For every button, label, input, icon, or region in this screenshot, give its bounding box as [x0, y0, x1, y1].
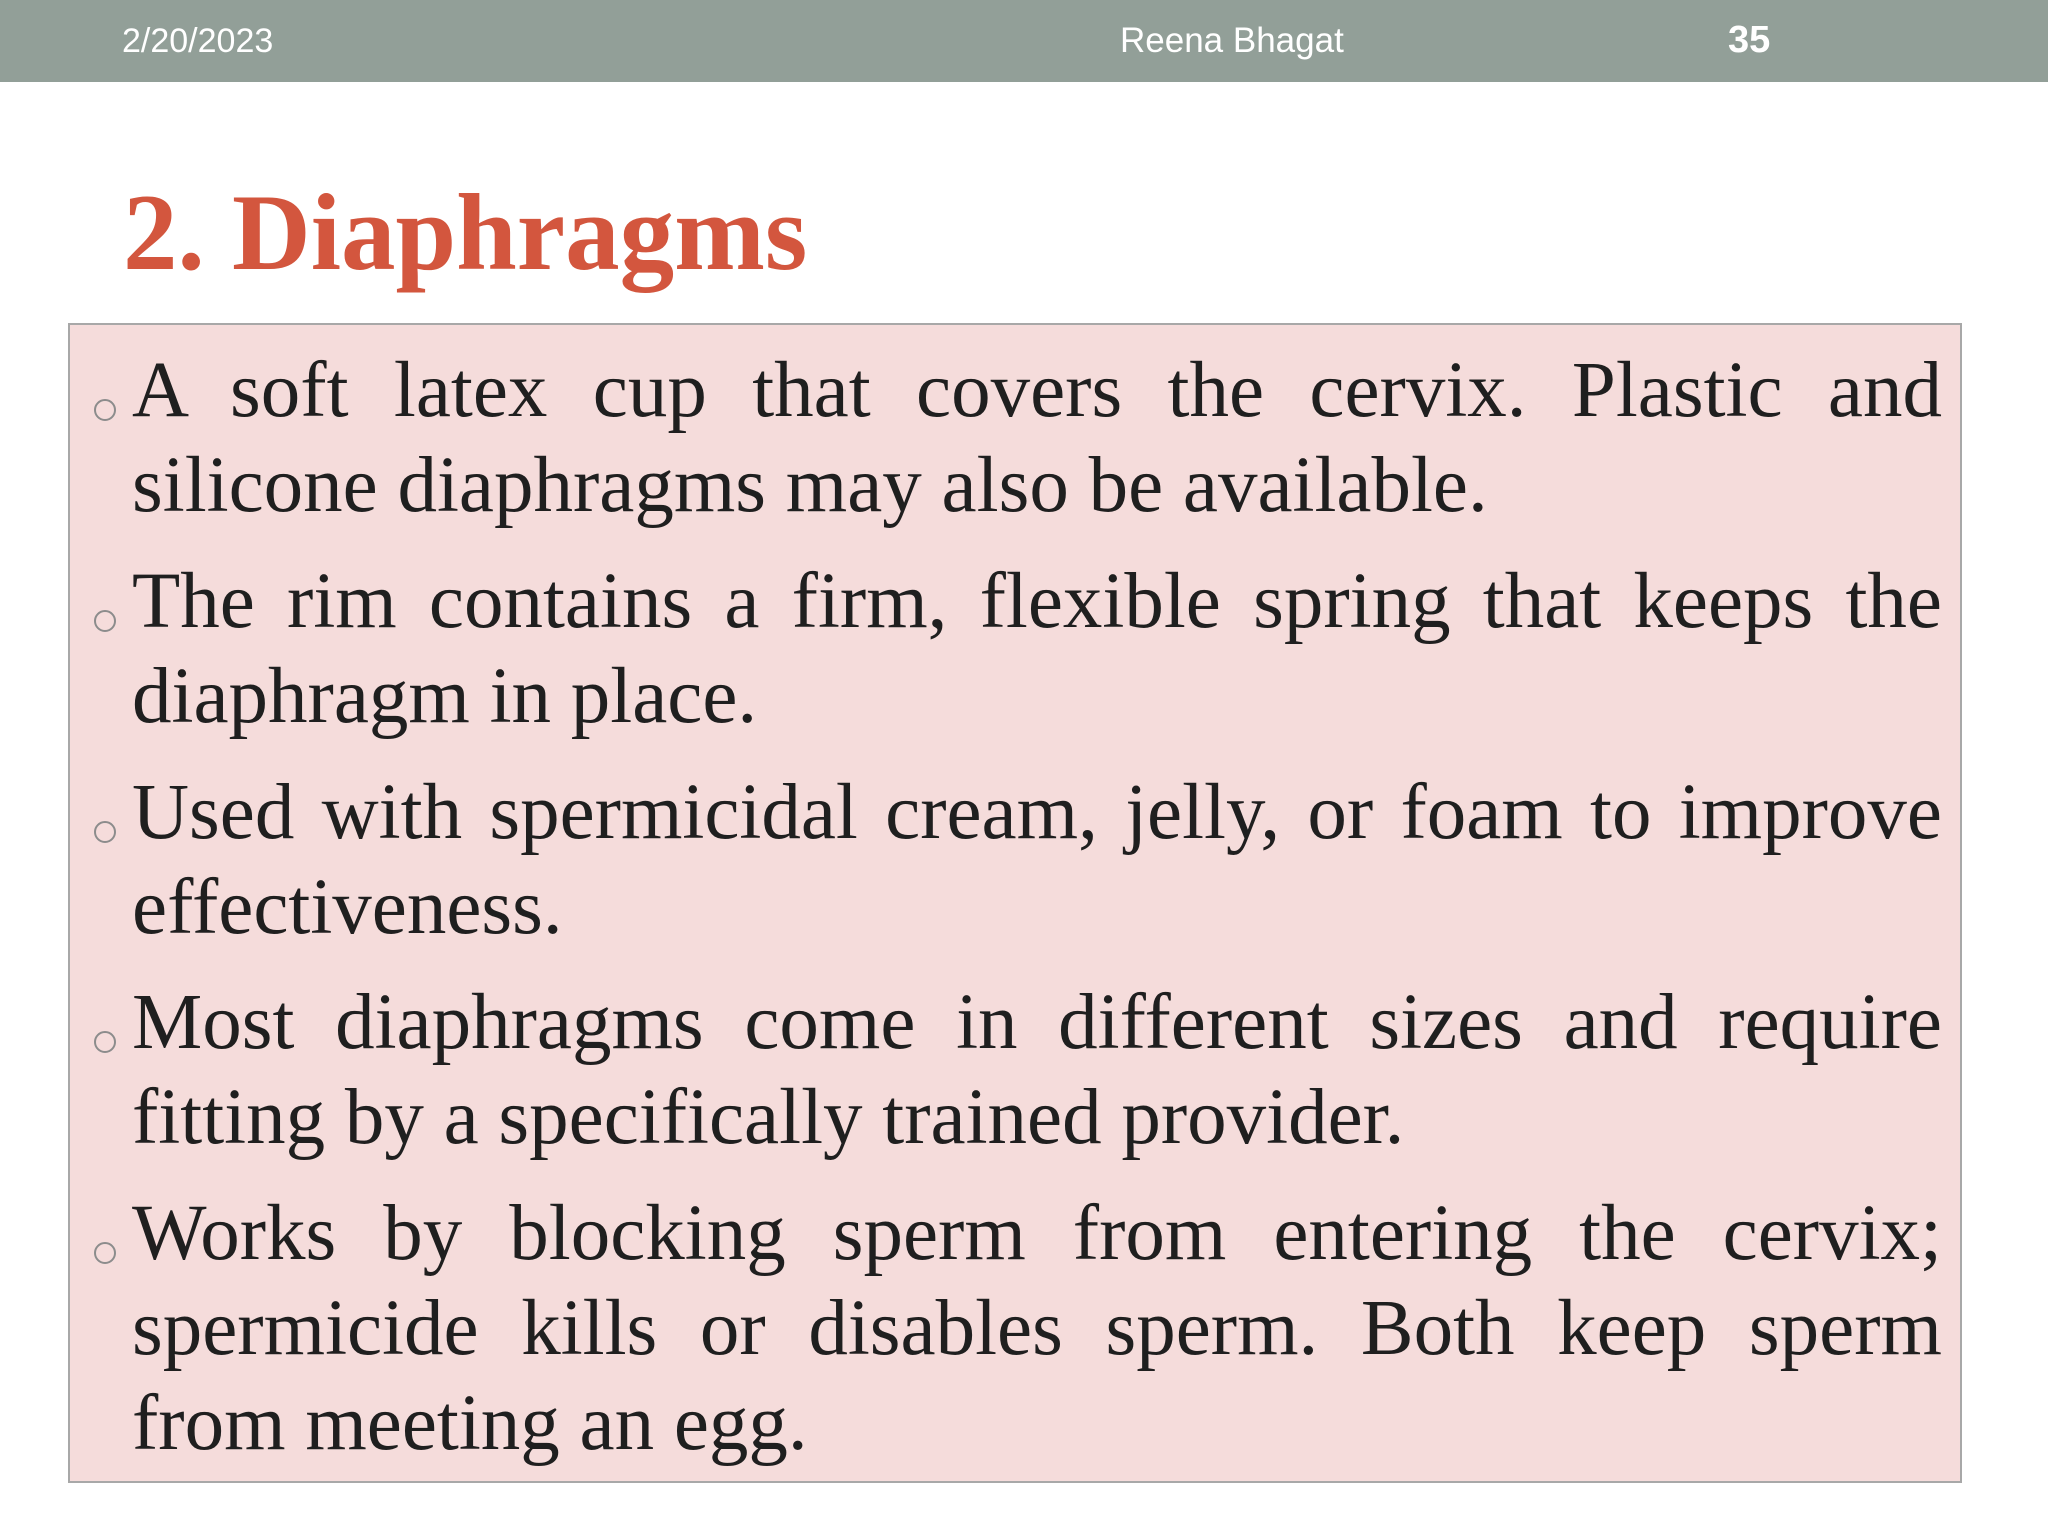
- bullet-circle-icon: [94, 399, 116, 421]
- bullet-circle-icon: [94, 610, 116, 632]
- slide-title: 2. Diaphragms: [123, 172, 808, 293]
- bullet-list-box: [68, 323, 1962, 1483]
- slide-date: 2/20/2023: [122, 22, 274, 60]
- bullet-text: The rim contains a firm, flexible spring that keeps the diaphragm in place.: [132, 558, 1942, 740]
- bullet-circle-icon: [94, 821, 116, 843]
- slide-author: Reena Bhagat: [1120, 21, 1344, 60]
- slide-page-number: 35: [1728, 19, 1771, 61]
- bullet-text: A soft latex cup that covers the cervix. Plastic and silicone diaphragms may also be available.: [132, 347, 1942, 529]
- bullet-text: Works by blocking sperm from entering the cervix; spermicide kills or disables sperm. Both keep sperm from meeting an egg.: [132, 1190, 1942, 1467]
- bullet-text: Used with spermicidal cream, jelly, or foam to improve effectiveness.: [132, 769, 1942, 951]
- slide-header-bar: [0, 0, 2048, 82]
- bullet-text: Most diaphragms come in different sizes and require fitting by a specifically trained provider.: [132, 979, 1942, 1161]
- bullet-circle-icon: [94, 1242, 116, 1264]
- bullet-circle-icon: [94, 1031, 116, 1053]
